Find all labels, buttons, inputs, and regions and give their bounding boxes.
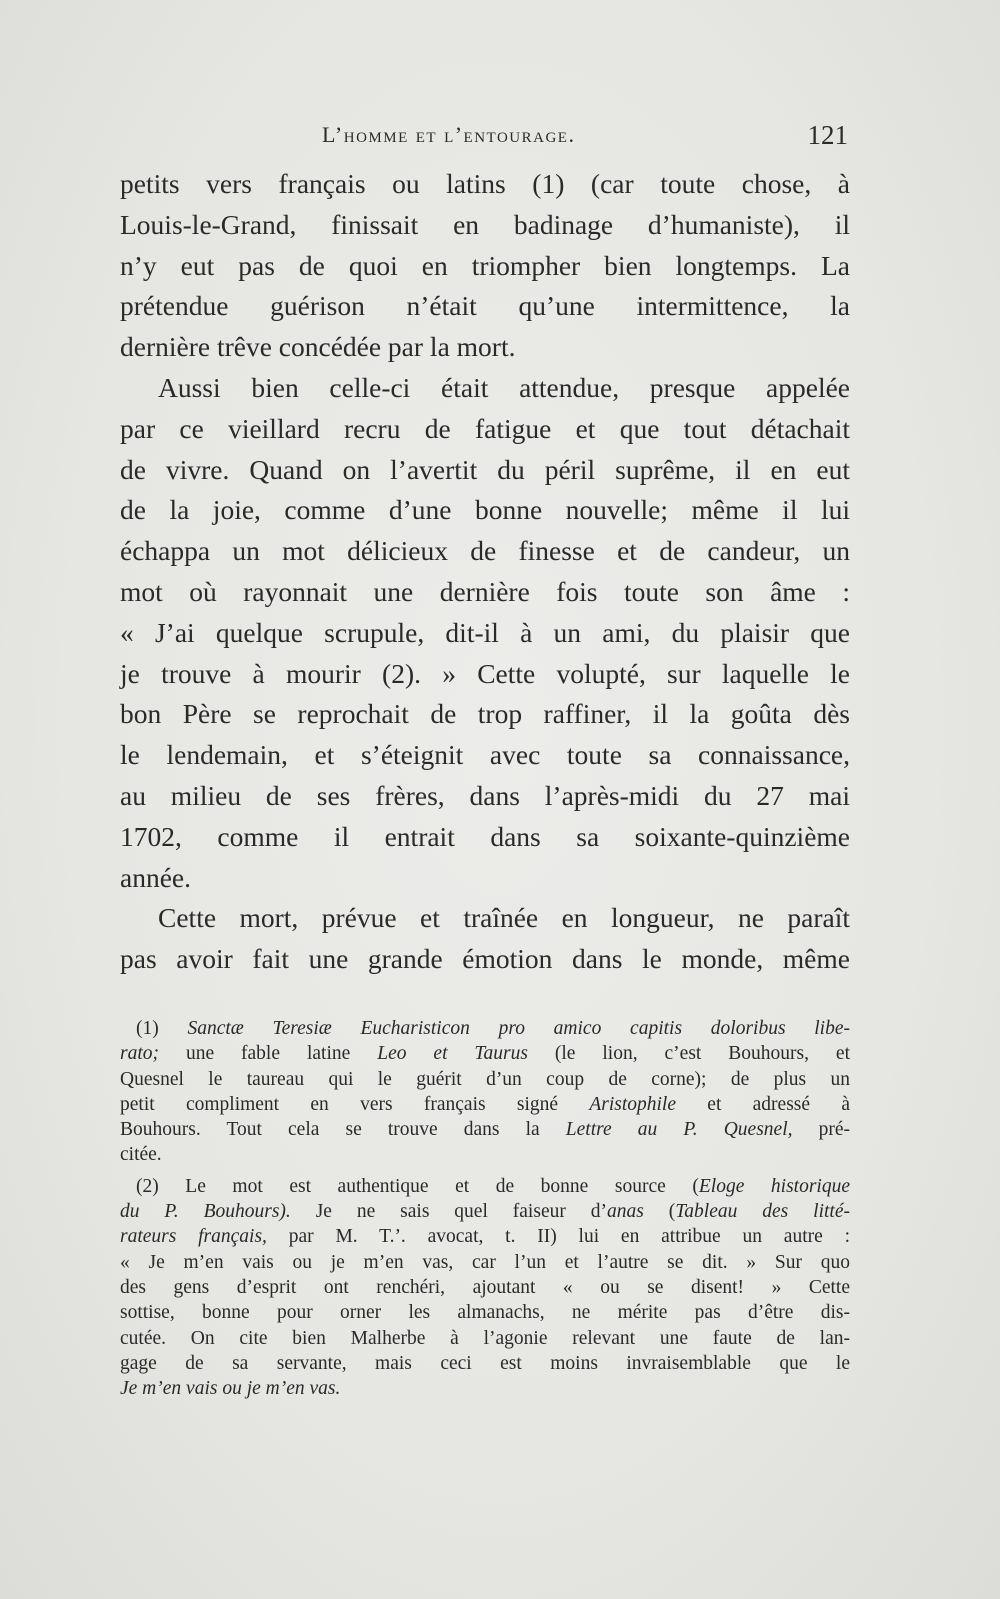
footnote-text: Bouhours. Tout cela se trouve dans la [120,1119,566,1141]
text-line: « J’ai quelque scrupule, dit-il à un ami, du plaisir que [120,616,850,648]
footnote-text: Sanctæ Teresiæ Eucharisticon pro amico capitis doloribus libe- [187,1018,850,1039]
footnote-text: ( [643,1201,676,1223]
footnote-2-line: cutée. On cite bien Malherbe à l’agonie relevant une faute de lan- [120,1327,850,1349]
footnote-text: Aristophile [589,1093,676,1115]
text-line: bon Père se reprochait de trop raffiner, il la goûta dès [120,698,850,730]
footnote-text: anas [607,1201,644,1223]
footnote-text: pré- [792,1119,850,1141]
footnotes [120,1016,850,1401]
footnote-text: Leo et Taurus [377,1043,528,1065]
footnote-text: petit compliment en vers français signé [120,1093,590,1115]
text-line: le lendemain, et s’éteignit avec toute sa connaissance, [120,739,850,771]
text-line: n’y eut pas de quoi en triompher bien longtemps. La [120,249,850,281]
footnote-2-line: « Je m’en vais ou je m’en vas, car l’un et l’autre se dit. » Sur quo [120,1251,850,1273]
footnote-text: Je m’en vais ou je m’en vas. [120,1378,341,1400]
main-text [120,164,850,980]
footnote-2-line [120,1174,850,1199]
footnote-text: rato; [120,1043,159,1065]
footnote-1-line [120,1117,850,1142]
footnote-1-line: Quesnel le taureau qui le guérit d’un coup de corne); de plus un [120,1068,850,1090]
running-title: L’homme et l’entourage. [322,122,576,147]
footnote-2-line [120,1376,850,1401]
text-line: pas avoir fait une grande émotion dans le monde, même [120,943,850,975]
text-line: 1702, comme il entrait dans sa soixante-quinzième [120,820,850,852]
footnote-text: Eloge historique [698,1175,850,1197]
text-line: échappa un mot délicieux de finesse et de candeur, un [120,535,850,567]
footnote-text: (le lion, c’est Bouhours, et [527,1043,851,1065]
footnote-text: une fable latine [159,1043,378,1065]
text-line: par ce vieillard recru de fatigue et que tout détachait [120,412,850,444]
text-line: Louis-le-Grand, finissait en badinage d’humaniste), il [120,208,850,240]
footnote-1-line [120,1041,850,1066]
footnote-2-line: des gens d’esprit ont renchéri, ajoutant « ou se disent! » Cette [120,1276,850,1298]
running-head [120,122,848,158]
footnote-2-line [120,1224,850,1249]
footnote-text: (2) Le mot est authentique et de bonne source ( [136,1175,699,1197]
text-line: je trouve à mourir (2). » Cette volupté, sur laquelle le [120,657,850,689]
footnote-text: du P. Bouhours). [120,1201,291,1223]
text-line: Aussi bien celle-ci était attendue, presque appelée [158,371,850,403]
footnote-number: (1) [136,1018,188,1039]
text-line: au milieu de ses frères, dans l’après-midi du 27 mai [120,779,850,811]
footnote-2-line: sottise, bonne pour orner les almanachs, ne mérite pas d’être dis- [120,1302,850,1324]
page-number: 121 [807,120,848,150]
text-line: prétendue guérison n’était qu’une intermittence, la [120,290,850,322]
text-line: Cette mort, prévue et traînée en longueur, ne paraît [158,902,850,934]
text-line: année. [120,861,191,893]
footnote-2-line [120,1199,850,1224]
footnote-text: Lettre au P. Quesnel, [565,1119,793,1141]
footnote-text: Je ne sais quel faiseur d’ [290,1201,607,1223]
text-line: mot où rayonnait une dernière fois toute son âme : [120,575,850,607]
footnote-1-line [120,1092,850,1117]
footnote-text: Tableau des litté- [675,1201,850,1223]
text-line: petits vers français ou latins (1) (car toute chose, à [120,168,850,199]
text-line: dernière trêve concédée par la mort. [120,331,516,363]
footnote-1-line [120,1016,850,1041]
footnote-text: rateurs français, [120,1226,267,1248]
footnote-text: et adressé à [676,1093,850,1115]
footnote-2-line: gage de sa servante, mais ceci est moins invraisemblable que le [120,1352,850,1374]
footnote-1-line: citée. [120,1144,162,1166]
text-line: de vivre. Quand on l’avertit du péril suprême, il en eut [120,453,850,485]
text-line: de la joie, comme d’une bonne nouvelle; même il lui [120,494,850,526]
footnote-text: par M. T.’. avocat, t. II) lui en attribue un autre : [266,1226,850,1248]
